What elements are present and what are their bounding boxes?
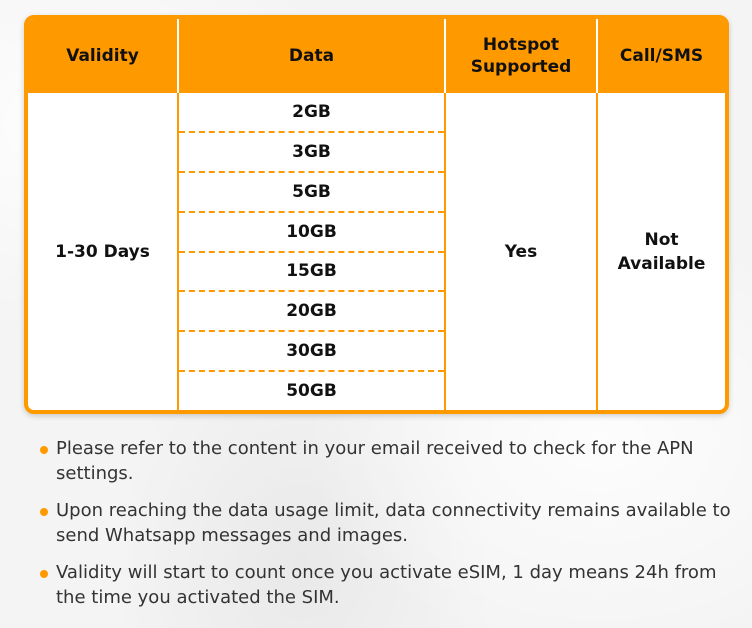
call-sms-value-line2: Available [617,253,706,274]
call-sms-value-line1: Not [644,229,679,250]
bullet-dot-icon [40,446,48,454]
plan-table [24,15,729,414]
header-hotspot-line1: Hotspot [482,35,560,55]
note-text: Validity will start to count once you activate eSIM, 1 day means 24h from the time you activated the SIM. [56,562,717,608]
data-option: 20GB [179,292,444,332]
data-option: 50GB [286,381,337,402]
note-text: Upon reaching the data usage limit, data connectivity remains available to send Whatsapp messages and images. [56,500,731,546]
header-validity: Validity [28,19,178,93]
data-option: 30GB [179,332,444,372]
header-data: Data [178,19,445,93]
header-call-sms: Call/SMS [597,19,725,93]
notes-list [40,436,740,622]
data-option: 3GB [179,133,444,173]
validity-value: 1-30 Days [28,93,178,410]
table-header-row [28,19,725,93]
note-item [40,560,740,610]
bullet-dot-icon [40,570,48,578]
call-sms-value [597,93,725,410]
header-hotspot-line2: Supported [470,57,572,77]
note-item [40,436,740,486]
hotspot-value: Yes [445,93,597,410]
data-option: 5GB [179,173,444,213]
data-option: 10GB [179,213,444,253]
data-option: 2GB [179,93,444,133]
data-options-cell [178,93,445,410]
table-body-row [28,93,725,410]
bullet-dot-icon [40,508,48,516]
plan-table-grid [28,19,725,410]
note-text: Please refer to the content in your email received to check for the APN settings. [56,438,694,484]
data-option: 15GB [179,253,444,293]
header-hotspot [445,19,597,93]
note-item [40,498,740,548]
data-options-list [179,93,444,410]
